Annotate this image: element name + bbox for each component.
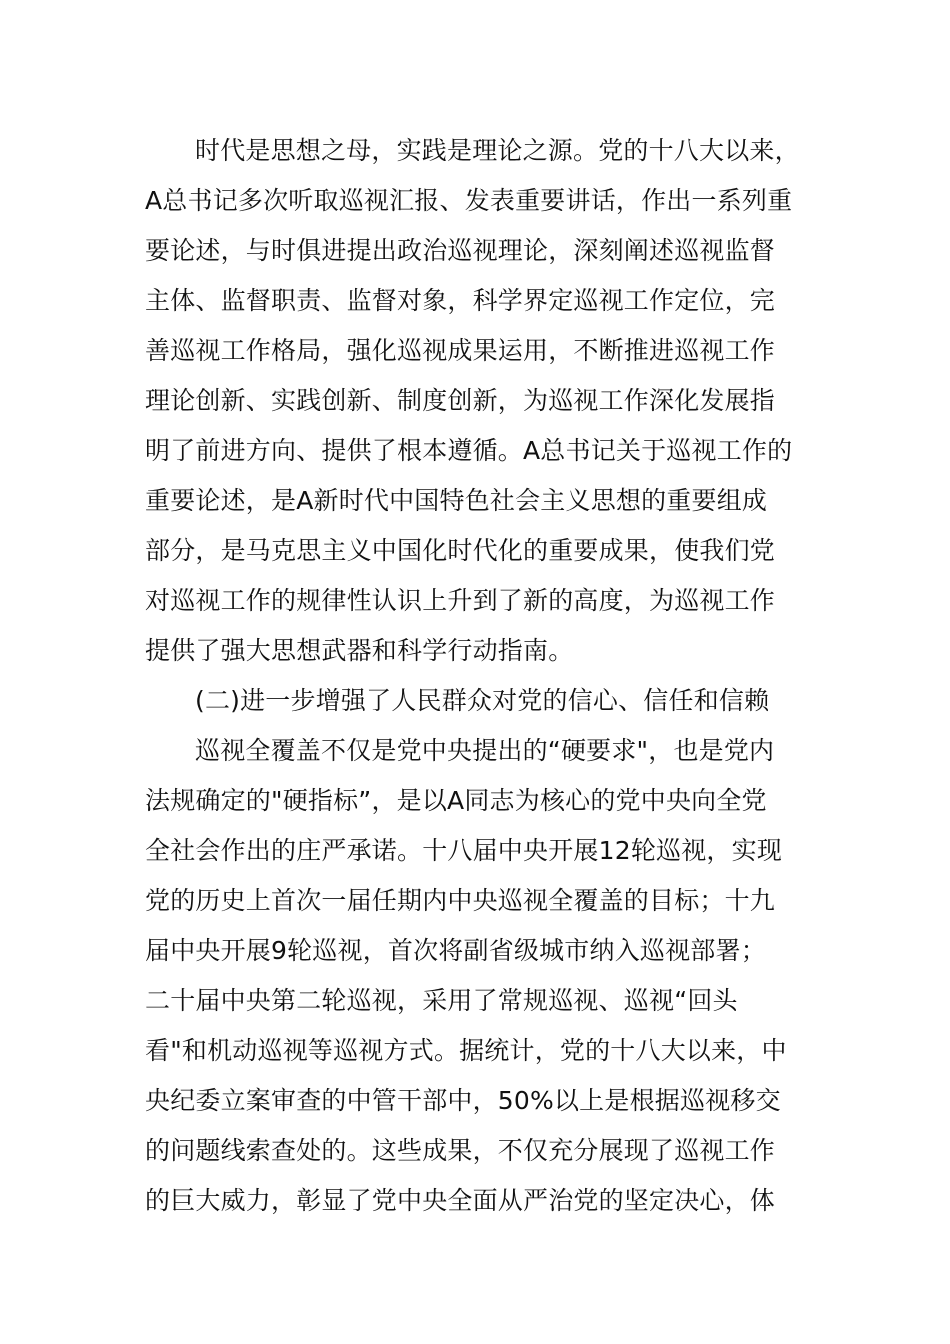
paragraph-line: 届中央开展9轮巡视，首次将副省级城市纳入巡视部署； bbox=[145, 936, 766, 965]
paragraph-line: 法规确定的"硬指标”，是以A同志为核心的党中央向全党 bbox=[145, 786, 767, 815]
paragraph-line: 全社会作出的庄严承诺。十八届中央开展12轮巡视，实现 bbox=[145, 836, 783, 865]
paragraph-line: 二十届中央第二轮巡视，采用了常规巡视、巡视“回头 bbox=[145, 986, 738, 1015]
paragraph-line: 央纪委立案审查的中管干部中，50%以上是根据巡视移交 bbox=[145, 1086, 781, 1115]
paragraph-line: 重要论述，是A新时代中国特色社会主义思想的重要组成 bbox=[145, 486, 768, 515]
paragraph-line: A总书记多次听取巡视汇报、发表重要讲话，作出一系列重 bbox=[145, 186, 793, 215]
paragraph-line: 主体、监督职责、监督对象，科学界定巡视工作定位，完 bbox=[145, 286, 776, 315]
paragraph-line: 巡视全覆盖不仅是党中央提出的“硬要求"，也是党内 bbox=[195, 736, 775, 765]
paragraph-line: 部分，是马克思主义中国化时代化的重要成果，使我们党 bbox=[145, 536, 776, 565]
paragraph-line: 要论述，与时俱进提出政治巡视理论，深刻阐述巡视监督 bbox=[145, 236, 776, 265]
paragraph-line: 善巡视工作格局，强化巡视成果运用，不断推进巡视工作 bbox=[145, 336, 776, 365]
paragraph-line: 的问题线索查处的。这些成果，不仅充分展现了巡视工作 bbox=[145, 1136, 776, 1165]
paragraph-line: 看"和机动巡视等巡视方式。据统计，党的十八大以来，中 bbox=[145, 1036, 787, 1065]
paragraph-line: 提供了强大思想武器和科学行动指南。 bbox=[145, 636, 574, 665]
paragraph-line: 理论创新、实践创新、制度创新，为巡视工作深化发展指 bbox=[145, 386, 776, 415]
paragraph-line: 明了前进方向、提供了根本遵循。A总书记关于巡视工作的 bbox=[145, 436, 793, 465]
paragraph-line: 党的历史上首次一届任期内中央巡视全覆盖的目标；十九 bbox=[145, 886, 776, 915]
paragraph-line: 对巡视工作的规律性认识上升到了新的高度，为巡视工作 bbox=[145, 586, 776, 615]
section-heading: (二)进一步增强了人民群众对党的信心、信任和信赖 bbox=[195, 686, 770, 715]
paragraph-line: 的巨大威力，彰显了党中央全面从严治党的坚定决心，体 bbox=[145, 1186, 776, 1215]
paragraph-line: 时代是思想之母，实践是理论之源。党的十八大以来， bbox=[195, 136, 800, 165]
